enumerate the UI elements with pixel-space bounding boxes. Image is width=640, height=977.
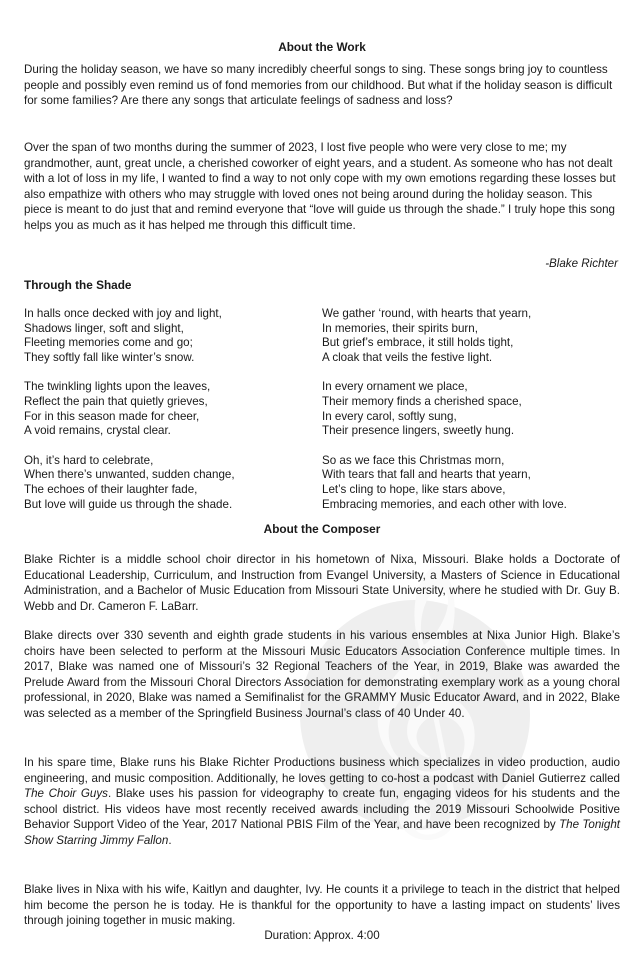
poem-stanza <box>24 380 322 438</box>
poem-line: We gather ‘round, with hearts that yearn, <box>322 307 532 320</box>
poem-line: Reflect the pain that quietly grieves, <box>24 394 208 408</box>
poem-line: The twinkling lights upon the leaves, <box>24 380 211 394</box>
poem-line: In memories, their spirits burn, <box>322 321 478 335</box>
poem-line: But grief’s embrace, it still holds tight, <box>322 336 514 350</box>
poem-right-column <box>322 307 620 527</box>
treble-clef-icon: 𝄞 <box>350 561 486 828</box>
about-work-heading: About the Work <box>278 40 366 54</box>
poem-line: Embracing memories, and each other with love. <box>322 497 567 511</box>
poem-line: So as we face this Christmas morn, <box>322 453 505 467</box>
about-work-paragraph-1: During the holiday season, we have so many incredibly cheerful songs to sing. These songs bring joy to countless people and possibly even remind us of fond memories from our childhood. But what if the holiday season is difficult for some families? Are there any songs that articulate feelings of sadness and loss? <box>24 63 613 108</box>
poem-line: They softly fall like winter’s snow. <box>24 350 195 364</box>
about-composer-heading: About the Composer <box>263 522 381 536</box>
poem-title: Through the Shade <box>24 278 132 292</box>
text: In his spare time, Blake runs his Blake Richter Productions business which specializes in video production, audio engineering, and music composition. Additionally, he loves getting to co-host a podcast with Daniel Gutierrez called <box>24 756 620 785</box>
duration: Duration: Approx. 4:00 <box>264 929 380 942</box>
poem-line: The echoes of their laughter fade, <box>24 482 198 496</box>
poem-line: Oh, it’s hard to celebrate, <box>24 453 154 467</box>
poem-stanza <box>322 307 620 365</box>
composer-paragraph-2: Blake directs over 330 seventh and eighth grade students in his various ensembles at Nixa Junior High. Blake’s choirs have been selected to perform at the Missouri Music Educators Association Conference multiple times. In 2017, Blake was named one of Missouri’s 32 Regional Teachers of the Year, in 2019, Blake was awarded the Prelude Award from the Missouri Choral Directors Association for demonstrating exemplary work as a young choral professional, in 2020, Blake was named a Semifinalist for the GRAMMY Music Educator Award, and in 2022, Blake was selected as a member of the Springfield Business Journal’s class of 40 Under 40. <box>24 629 620 720</box>
show-title: The Tonight Show Starring Jimmy Fallon <box>24 818 620 847</box>
poem-line: Shadows linger, soft and slight, <box>24 321 184 335</box>
poem-line: In halls once decked with joy and light, <box>24 307 222 320</box>
poem-left-column <box>24 307 322 527</box>
poem-stanza <box>322 380 620 438</box>
poem-line: In every ornament we place, <box>322 380 468 394</box>
poem-line: A void remains, crystal clear. <box>24 424 171 438</box>
poem-line: Fleeting memories come and go; <box>24 336 193 350</box>
poem-line: In every carol, softly sung, <box>322 409 457 423</box>
poem-stanza <box>24 307 322 365</box>
poem-line: Their memory finds a cherished space, <box>322 394 522 408</box>
poem-stanza <box>24 454 322 512</box>
signature: -Blake Richter <box>545 257 618 270</box>
poem-stanza <box>322 454 620 512</box>
poem-line: Their presence lingers, sweetly hung. <box>322 424 515 438</box>
text: . Blake uses his passion for videography to create fun, engaging videos for his students and the school district. His videos have most recently received awards including the 2019 Missouri Schoolwide Positive Behavior Support Video of the Year, 2017 National PBIS Film of the Year, and have been recognized by <box>24 787 620 832</box>
poem-line: With tears that fall and hearts that yearn, <box>322 468 531 482</box>
composer-paragraph-4: Blake lives in Nixa with his wife, Kaitlyn and daughter, Ivy. He counts it a privilege to teach in the district that helped him become the person he is today. He is thankful for the opportunity to have a lasting impact on students’ lives through joining together in music making. <box>24 883 620 928</box>
poem-line: A cloak that veils the festive light. <box>322 350 493 364</box>
text: . <box>168 833 172 847</box>
composer-paragraph-3 <box>24 755 620 849</box>
poem <box>24 307 620 527</box>
poem-line: For in this season made for cheer, <box>24 409 200 423</box>
podcast-title: The Choir Guys <box>24 787 108 801</box>
about-work-paragraph-2: Over the span of two months during the summer of 2023, I lost five people who were very close to me; my grandmother, aunt, great uncle, a cherished coworker of eight years, and a student. As someone who has not dealt with a lot of loss in my life, I wanted to find a way to not only cope with my own emotions regarding these losses but also empathize with others who may struggle with loved ones not being around during the holiday season. This piece is meant to do just that and remind everyone that “love will guide us through the shade.” I truly hope this song helps you as much as it has helped me through this difficult time. <box>24 141 616 232</box>
poem-line: But love will guide us through the shade. <box>24 497 233 511</box>
poem-line: Let’s cling to hope, like stars above, <box>322 482 506 496</box>
composer-paragraph-1: Blake Richter is a middle school choir director in his hometown of Nixa, Missouri. Blake holds a Doctorate of Educational Leadership, Curriculum, and Instruction from Evangel University, a Masters of Science in Educational Administration, and a Bachelor of Music Education from Missouri State University, where he studied with Dr. Guy B. Webb and Dr. Cameron F. LaBarr. <box>24 553 620 613</box>
poem-line: When there’s unwanted, sudden change, <box>24 468 235 482</box>
